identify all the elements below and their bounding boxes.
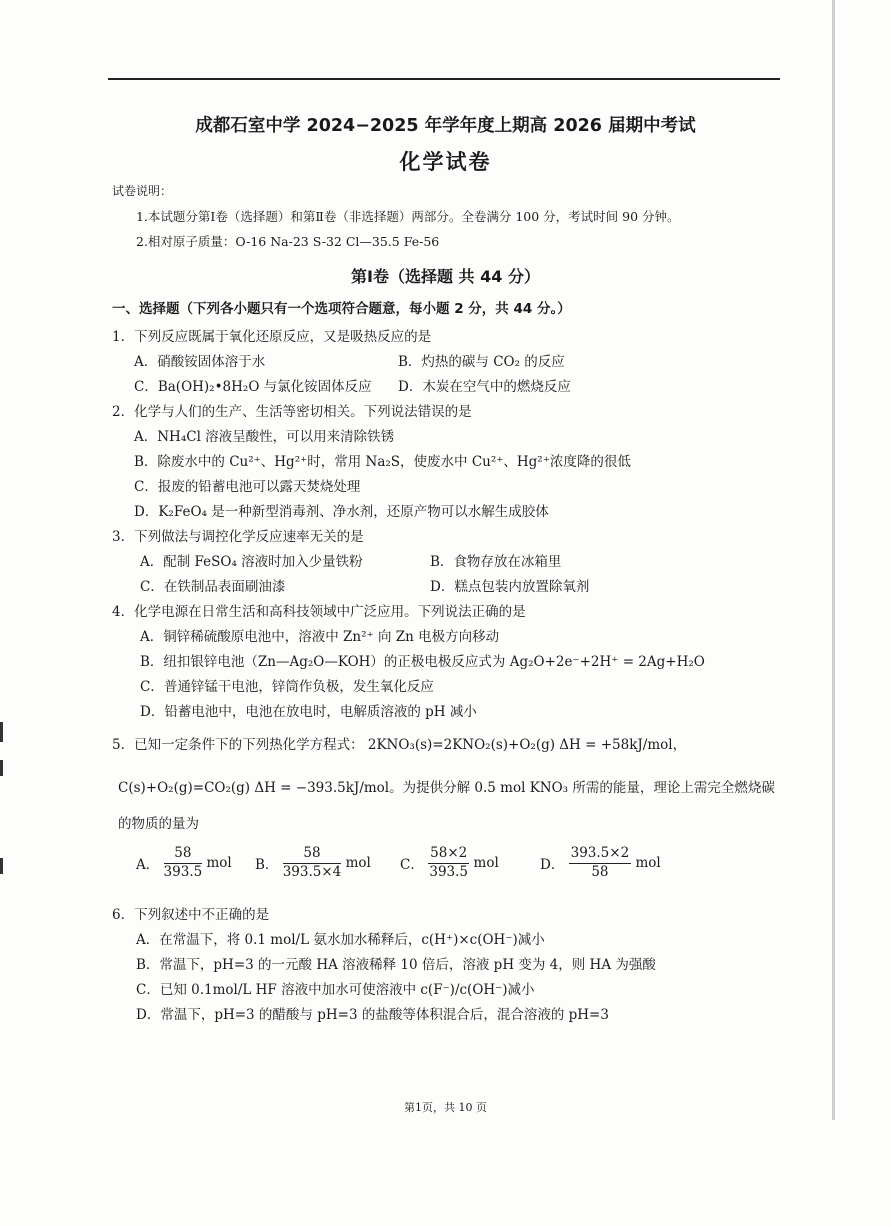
option-d: D．铅蓄电池中，电池在放电时，电解质溶液的 pH 减小: [140, 704, 477, 720]
question-stem-continued: C(s)+O₂(g)=CO₂(g) ΔH = −393.5kJ/mol。为提供分解 0.5 mol KNO₃ 所需的能量，理论上需完全燃烧碳: [118, 780, 775, 796]
fraction: $\frac{58}{393.5}$: [163, 845, 203, 880]
scan-mark: [0, 858, 3, 874]
option-b: B． $\frac{58}{393.5\times 4}$ mol: [255, 845, 371, 880]
option-a: A．硝酸铵固体溶于水: [134, 354, 266, 370]
question-stem: 1．下列反应既属于氧化还原反应，又是吸热反应的是: [112, 329, 432, 345]
option-d: D．糕点包装内放置除氧剂: [430, 579, 590, 595]
option-a: A． $\frac{58}{393.5}$ mol: [136, 845, 232, 880]
option-d: D．常温下，pH=3 的醋酸与 pH=3 的盐酸等体积混合后，混合溶液的 pH=3: [136, 1007, 609, 1023]
option-a: A．铜锌稀硫酸原电池中，溶液中 Zn²⁺ 向 Zn 电极方向移动: [140, 629, 500, 645]
instructions-heading: 试卷说明：: [112, 184, 173, 198]
section-title: 第Ⅰ卷（选择题 共 44 分）: [351, 267, 540, 286]
instruction-line: 1.本试题分第Ⅰ卷（选择题）和第Ⅱ卷（非选择题）两部分。全卷满分 100 分，考试时间 90 分钟。: [136, 209, 680, 224]
question-stem: 6．下列叙述中不正确的是: [112, 907, 270, 923]
option-c: C．在铁制品表面刷油漆: [140, 579, 286, 595]
part-title: 一、选择题（下列各小题只有一个选项符合题意，每小题 2 分，共 44 分。）: [112, 301, 571, 317]
question-stem: 5．已知一定条件下的下列热化学方程式： 2KNO₃(s)=2KNO₂(s)+O₂(g) ΔH = +58kJ/mol，: [112, 737, 687, 753]
option-b: B．食物存放在冰箱里: [430, 554, 562, 570]
scan-mark: [0, 722, 3, 742]
option-b: B．灼热的碳与 CO₂ 的反应: [398, 354, 565, 370]
option-b: B．纽扣银锌电池（Zn—Ag₂O—KOH）的正极电极反应式为 Ag₂O+2e⁻+2H⁺ = 2Ag+H₂O: [140, 654, 705, 670]
question-stem-continued: 的物质的量为: [118, 816, 199, 832]
option-c: C．报废的铅蓄电池可以露天焚烧处理: [134, 479, 361, 495]
option-a: A．NH₄Cl 溶液呈酸性，可以用来清除铁锈: [134, 429, 395, 445]
option-a: A．配制 FeSO₄ 溶液时加入少量铁粉: [140, 554, 363, 570]
scan-mark: [0, 760, 3, 776]
option-d: D．木炭在空气中的燃烧反应: [398, 379, 571, 395]
fraction: $\frac{393.5\times 2}{58}$: [570, 845, 630, 880]
question-stem: 3．下列做法与调控化学反应速率无关的是: [112, 529, 364, 545]
option-a: A．在常温下，将 0.1 mol/L 氨水加水稀释后，c(H⁺)×c(OH⁻)减小: [136, 932, 545, 948]
exam-subtitle: 化学试卷: [399, 150, 492, 174]
option-b: B．除废水中的 Cu²⁺、Hg²⁺时，常用 Na₂S，使废水中 Cu²⁺、Hg²⁺浓度降的很低: [134, 454, 631, 470]
fraction: $\frac{58}{393.5\times 4}$: [282, 845, 342, 880]
page-footer: 第1页，共 10 页: [404, 1101, 487, 1114]
option-c: C． $\frac{58\times 2}{393.5}$ mol: [400, 845, 499, 880]
question-stem: 2．化学与人们的生产、生活等密切相关。下列说法错误的是: [112, 404, 472, 420]
option-d: D．K₂FeO₄ 是一种新型消毒剂、净水剂，还原产物可以水解生成胶体: [134, 504, 549, 520]
exam-title: 成都石室中学 2024−2025 年学年度上期高 2026 届期中考试: [195, 116, 696, 136]
option-c: C．Ba(OH)₂•8H₂O 与氯化铵固体反应: [134, 379, 372, 395]
atomic-mass-line: 2.相对原子质量：O-16 Na-23 S-32 Cl—35.5 Fe-56: [136, 234, 440, 249]
option-c: C．已知 0.1mol/L HF 溶液中加水可使溶液中 c(F⁻)/c(OH⁻)减小: [136, 982, 535, 998]
option-d: D． $\frac{393.5\times 2}{58}$ mol: [540, 845, 661, 880]
fraction: $\frac{58\times 2}{393.5}$: [429, 845, 469, 880]
option-b: B．常温下，pH=3 的一元酸 HA 溶液稀释 10 倍后，溶液 pH 变为 4，则 HA 为强酸: [136, 957, 656, 973]
header-rule: [108, 78, 780, 80]
question-stem: 4．化学电源在日常生活和高科技领域中广泛应用。下列说法正确的是: [112, 604, 526, 620]
option-c: C．普通锌锰干电池，锌筒作负极，发生氧化反应: [140, 679, 434, 695]
